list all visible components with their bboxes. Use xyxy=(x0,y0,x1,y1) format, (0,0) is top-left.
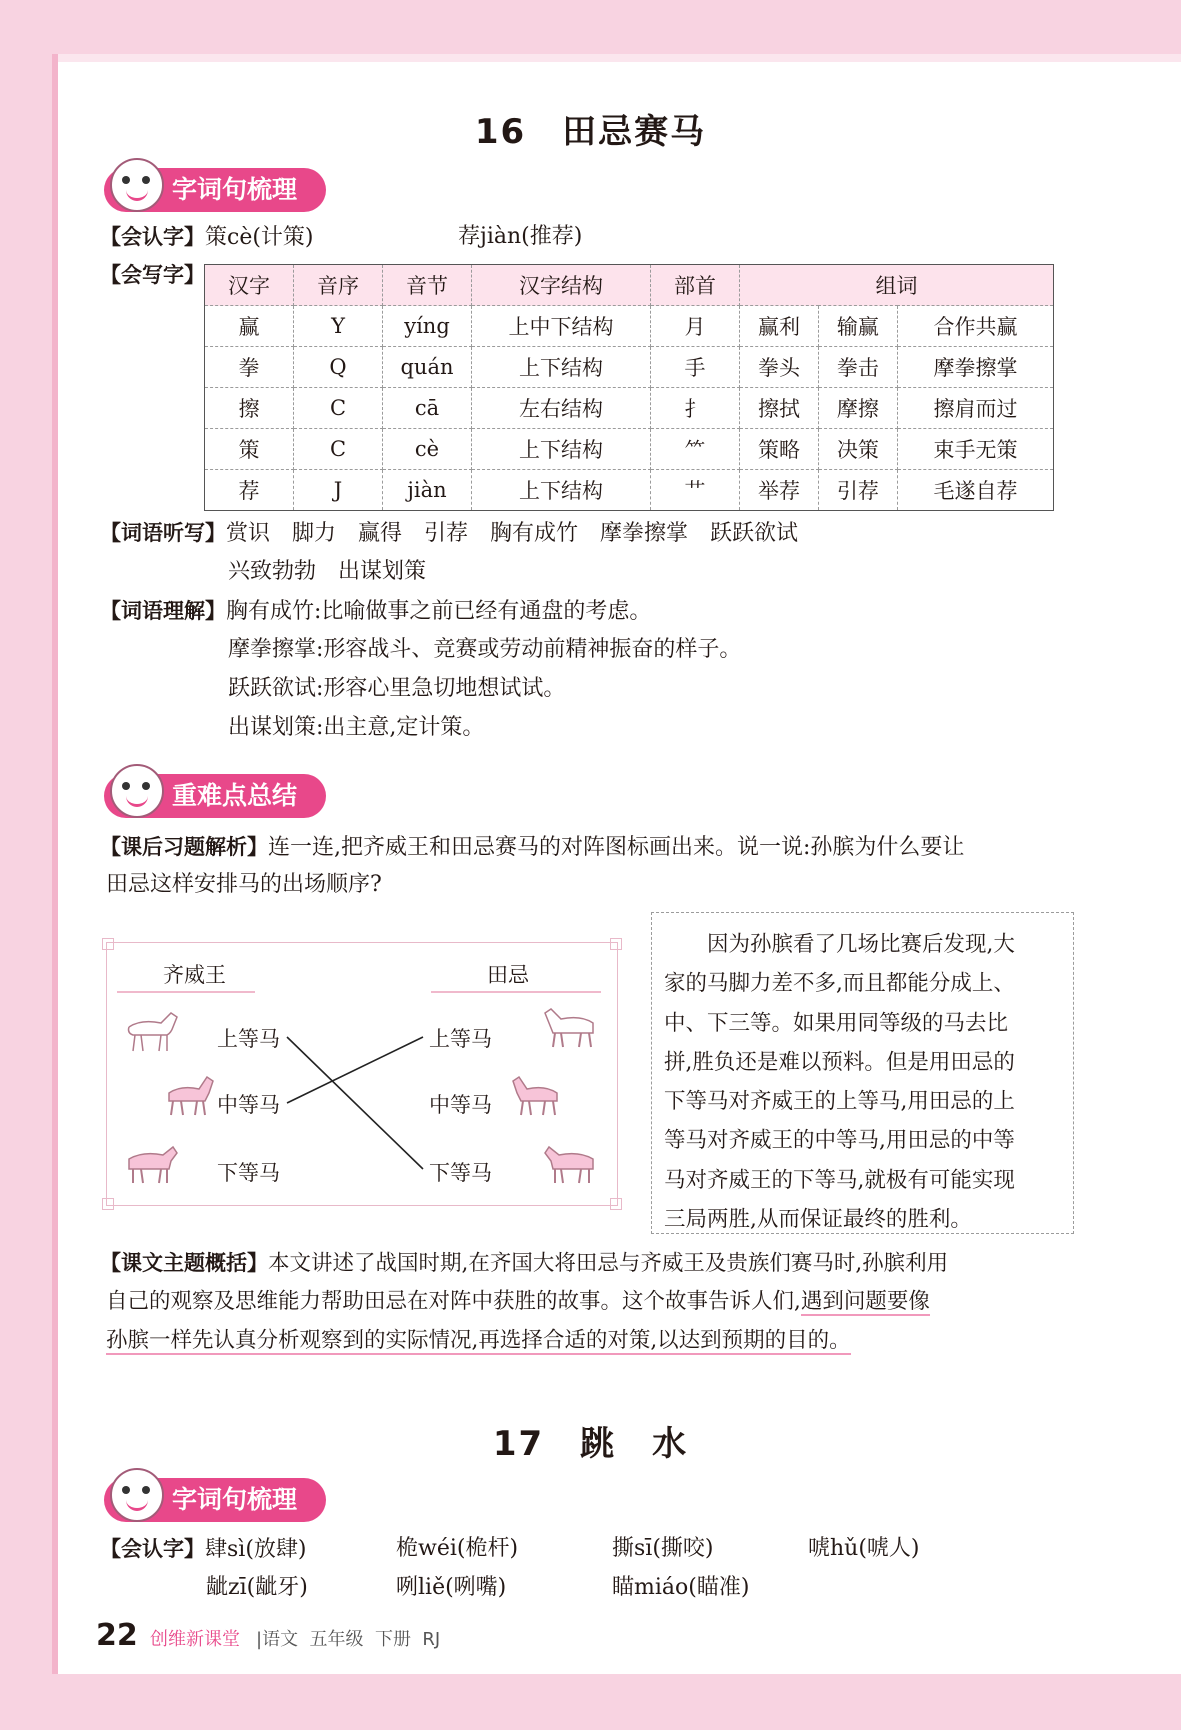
theme-text-2: 自己的观察及思维能力帮助田忌在对阵中获胜的故事。这个故事告诉人们,遇到问题要像 xyxy=(106,1289,930,1314)
king-horse-top: 上等马 xyxy=(217,1027,280,1051)
section-banner-keypoints xyxy=(104,774,326,818)
table-row xyxy=(205,429,1054,470)
table-cell: 扌 xyxy=(651,388,740,429)
table-cell: Q xyxy=(294,347,383,388)
table-cell: Y xyxy=(294,306,383,347)
table-row xyxy=(205,347,1054,388)
table-cell: J xyxy=(294,470,383,511)
tianji-heading: 田忌 xyxy=(487,963,529,987)
recognize-label: 【会认字】 xyxy=(100,225,205,249)
answer-line: 下等马对齐威王的上等马,用田忌的上 xyxy=(664,1089,1015,1115)
banner-label: 重难点总结 xyxy=(172,781,298,810)
page-number: 22 xyxy=(96,1618,138,1653)
table-cell: 输赢 xyxy=(818,306,897,347)
recognize-label: 【会认字】 xyxy=(100,1537,205,1561)
theme-text-3 xyxy=(106,1326,851,1356)
table-cell: C xyxy=(294,429,383,470)
dictation-words-2: 兴致勃勃 出谋划策 xyxy=(228,559,427,584)
mascot-icon xyxy=(110,764,164,818)
table-row xyxy=(205,470,1054,511)
table-cell: 手 xyxy=(651,347,740,388)
answer-line: 家的马脚力差不多,而且都能分成上、 xyxy=(664,971,1015,997)
table-cell: 擦拭 xyxy=(740,388,819,429)
table-cell: ⺮ xyxy=(651,429,740,470)
exercise-text-2: 田忌这样安排马的出场顺序? xyxy=(106,872,382,897)
table-cell: 引荐 xyxy=(818,470,897,511)
table-cell: cè xyxy=(383,429,472,470)
mascot-icon xyxy=(110,158,164,212)
understand-item: 跃跃欲试:形容心里急切地想试试。 xyxy=(228,676,566,701)
table-cell: 上中下结构 xyxy=(472,306,651,347)
answer-line: 拼,胜负还是难以预料。但是用田忌的 xyxy=(664,1049,1015,1075)
table-cell: 上下结构 xyxy=(472,429,651,470)
table-cell: 摩拳擦掌 xyxy=(897,347,1053,388)
table-cell: cā xyxy=(383,388,472,429)
lesson-17-title: 17 跳 水 xyxy=(492,1424,689,1464)
recognize-item: 咧liě(咧嘴) xyxy=(396,1575,507,1600)
recognize-item: 龇zī(龇牙) xyxy=(206,1575,308,1600)
theme-row xyxy=(100,1248,948,1279)
table-cell: jiàn xyxy=(383,470,472,511)
understand-item: 摩拳擦掌:形容战斗、竞赛或劳动前精神振奋的样子。 xyxy=(228,637,742,662)
table-cell: 赢 xyxy=(205,306,294,347)
table-cell: 策 xyxy=(205,429,294,470)
table-cell: C xyxy=(294,388,383,429)
table-cell: 擦 xyxy=(205,388,294,429)
answer-line: 中、下三等。如果用同等级的马去比 xyxy=(664,1010,1009,1036)
table-cell: 策略 xyxy=(740,429,819,470)
mascot-icon xyxy=(110,1468,164,1522)
table-cell: 举荐 xyxy=(740,470,819,511)
match-line xyxy=(287,1037,423,1169)
recognize-item: 瞄miáo(瞄准) xyxy=(612,1575,750,1600)
king-heading: 齐威王 xyxy=(163,963,226,987)
recognize-row xyxy=(100,222,314,253)
recognize-item: 撕sī(撕咬) xyxy=(612,1536,714,1561)
matching-lines xyxy=(107,943,617,1205)
king-horse-bottom: 下等马 xyxy=(217,1161,280,1185)
table-cell: 束手无策 xyxy=(897,429,1053,470)
king-horse-middle: 中等马 xyxy=(217,1093,280,1117)
tianji-horse-bottom: 下等马 xyxy=(429,1161,492,1185)
table-row xyxy=(205,306,1054,347)
recognize-item: 策cè(计策) xyxy=(205,225,314,250)
recognize-row-17 xyxy=(100,1534,307,1565)
table-cell: 荐 xyxy=(205,470,294,511)
theme-highlight: 遇到问题要像 xyxy=(800,1289,930,1314)
recognize-item: 肆sì(放肆) xyxy=(205,1537,307,1562)
dictation-row xyxy=(100,518,798,549)
dictation-label: 【词语听写】 xyxy=(100,521,226,545)
table-cell: yíng xyxy=(383,306,472,347)
table-cell: 摩擦 xyxy=(818,388,897,429)
understand-item: 胸有成竹:比喻做事之前已经有通盘的考虑。 xyxy=(226,599,652,624)
exercise-row xyxy=(100,832,964,863)
section-banner-vocabulary-17 xyxy=(104,1478,326,1522)
answer-box xyxy=(651,912,1074,1234)
theme-highlight: 孙膑一样先认真分析观察到的实际情况,再选择合适的对策,以达到预期的目的。 xyxy=(106,1328,851,1353)
brand-name: 创维新课堂 xyxy=(150,1629,240,1650)
banner-label: 字词句梳理 xyxy=(172,175,298,204)
book-info: |语文 五年级 下册 RJ xyxy=(256,1629,441,1650)
answer-line: 三局两胜,从而保证最终的胜利。 xyxy=(664,1207,972,1233)
table-cell: 决策 xyxy=(818,429,897,470)
answer-line: 马对齐威王的下等马,就极有可能实现 xyxy=(664,1167,1015,1193)
table-cell: 赢利 xyxy=(740,306,819,347)
header-cell: 汉字 xyxy=(205,265,294,306)
banner-label: 字词句梳理 xyxy=(172,1485,298,1514)
table-cell: 拳 xyxy=(205,347,294,388)
recognize-item: 荐jiàn(推荐) xyxy=(458,224,583,249)
table-cell: 拳击 xyxy=(818,347,897,388)
character-table xyxy=(204,264,1054,511)
write-label: 【会写字】 xyxy=(100,263,205,287)
table-cell: 艹 xyxy=(651,470,740,511)
table-header-row xyxy=(205,265,1054,306)
understand-item: 出谋划策:出主意,定计策。 xyxy=(228,715,485,740)
table-cell: 上下结构 xyxy=(472,347,651,388)
table-cell: 拳头 xyxy=(740,347,819,388)
table-cell: 合作共赢 xyxy=(897,306,1053,347)
header-cell: 部首 xyxy=(651,265,740,306)
horse-matching-diagram xyxy=(106,942,618,1206)
dictation-words: 赏识 脚力 赢得 引荐 胸有成竹 摩拳擦掌 跃跃欲试 xyxy=(226,521,799,546)
header-cell: 音序 xyxy=(294,265,383,306)
answer-line: 等马对齐威王的中等马,用田忌的中等 xyxy=(664,1128,1015,1154)
header-cell: 组词 xyxy=(740,265,1054,306)
table-row xyxy=(205,388,1054,429)
table-cell: 毛遂自荐 xyxy=(897,470,1053,511)
table-cell: 擦肩而过 xyxy=(897,388,1053,429)
tianji-horse-top: 上等马 xyxy=(429,1027,492,1051)
understand-label: 【词语理解】 xyxy=(100,599,226,623)
table-cell: 左右结构 xyxy=(472,388,651,429)
table-cell: quán xyxy=(383,347,472,388)
tianji-horse-middle: 中等马 xyxy=(429,1093,492,1117)
theme-text: 本文讲述了战国时期,在齐国大将田忌与齐威王及贵族们赛马时,孙膑利用 xyxy=(268,1251,949,1276)
exercise-label: 【课后习题解析】 xyxy=(100,835,268,859)
section-banner-vocabulary xyxy=(104,168,326,212)
table-cell: 上下结构 xyxy=(472,470,651,511)
header-cell: 汉字结构 xyxy=(472,265,651,306)
lesson-16-title: 16 田忌赛马 xyxy=(474,112,707,152)
understand-row xyxy=(100,596,651,627)
match-line xyxy=(287,1037,423,1103)
exercise-text: 连一连,把齐威王和田忌赛马的对阵图标画出来。说一说:孙膑为什么要让 xyxy=(268,835,965,860)
header-cell: 音节 xyxy=(383,265,472,306)
answer-line: 因为孙膑看了几场比赛后发现,大 xyxy=(664,932,1015,957)
theme-label: 【课文主题概括】 xyxy=(100,1251,268,1275)
table-cell: 月 xyxy=(651,306,740,347)
recognize-item: 唬hǔ(唬人) xyxy=(808,1536,920,1561)
recognize-item: 桅wéi(桅杆) xyxy=(396,1536,519,1561)
